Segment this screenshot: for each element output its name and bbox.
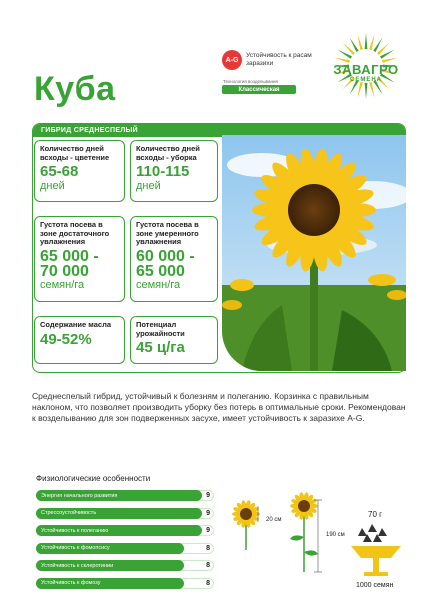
card-label: Потенциал урожайности xyxy=(136,320,185,338)
ag-badge-icon: A-G xyxy=(222,50,242,70)
card-density-moderate xyxy=(130,216,218,302)
trait-bar: Устойчивость к полеганию xyxy=(36,525,202,536)
card-unit: семян/га xyxy=(136,278,181,291)
card-value: 110-115 xyxy=(136,163,190,180)
trait-value: 8 xyxy=(206,562,210,569)
traits-title: Физиологические особенности xyxy=(36,474,151,483)
logo-name: ЗАВАГРО xyxy=(333,62,399,77)
card-value: 45 ц/га xyxy=(136,339,185,356)
trait-row xyxy=(36,508,214,519)
seed-weight-label: 70 г xyxy=(368,510,383,519)
trait-value: 8 xyxy=(206,544,210,552)
trait-row xyxy=(36,578,214,589)
card-yield-potential xyxy=(130,316,218,364)
logo-subtitle: СЕМЕНА xyxy=(349,77,382,83)
card-label: Содержание масла xyxy=(40,320,112,329)
card-days-flowering xyxy=(34,140,125,202)
card-unit: семян/га xyxy=(40,278,85,291)
trait-bar: Устойчивость к фомозу xyxy=(36,578,184,589)
card-label: Густота посева в зоне достаточного увлажнения xyxy=(40,220,110,246)
card-label: Густота посева в зоне умеренного увлажнения xyxy=(136,220,199,246)
sunflower-photo xyxy=(222,135,406,371)
hybrid-title: Куба xyxy=(34,70,116,108)
trait-bar: Стрессоустойчивость xyxy=(36,508,202,519)
card-unit: дней xyxy=(136,180,161,192)
card-unit: дней xyxy=(40,180,65,192)
head-size-label: 20 см xyxy=(266,517,282,523)
card-label: Количество дней всходы - цветение xyxy=(40,144,110,162)
plant-dimensions-illustration xyxy=(226,492,412,592)
card-value: 65-68 xyxy=(40,163,79,180)
seed-count-label: 1000 семян xyxy=(356,582,394,589)
card-label: Количество дней всходы - уборка xyxy=(136,144,200,162)
card-days-harvest xyxy=(130,140,218,202)
card-value: 65 000 - 70 000 xyxy=(40,247,99,280)
card-oil-content xyxy=(34,316,125,364)
technology-value: Классическая xyxy=(222,85,296,94)
trait-value: 9 xyxy=(206,527,210,534)
trait-bar: Энергия начального развития xyxy=(36,490,202,501)
trait-row xyxy=(36,490,214,501)
card-density-sufficient xyxy=(34,216,125,302)
trait-row xyxy=(36,543,214,554)
card-value: 49-52% xyxy=(40,330,92,348)
seed-scale-icon xyxy=(351,524,401,576)
trait-value: 9 xyxy=(206,492,210,499)
trait-value: 9 xyxy=(206,509,210,517)
plant-height-label: 190 см xyxy=(326,532,345,538)
hybrid-description: Среднеспелый гибрид, устойчивый к болезням и полеганию. Корзинка с правильным наклоном, что позволяет производить уборку без потерь в оптимальные сроки. Рекомендован к возделыванию для зон подверженных засухе, имеет устойчивость к заразихе A-G. xyxy=(32,391,406,423)
trait-row xyxy=(36,525,214,536)
trait-row xyxy=(36,560,214,571)
panel-header: ГИБРИД СРЕДНЕСПЕЛЫЙ xyxy=(33,124,405,137)
ag-resistance-text: Устойчивость к расам заразихи xyxy=(246,52,312,67)
trait-bar: Устойчивость к фомопсису xyxy=(36,543,184,554)
card-value: 60 000 - 65 000 xyxy=(136,247,195,280)
trait-value: 8 xyxy=(206,579,210,587)
trait-bar: Устойчивость к склеротинии xyxy=(36,560,184,571)
technology-label: Технология возделывания xyxy=(223,79,278,84)
